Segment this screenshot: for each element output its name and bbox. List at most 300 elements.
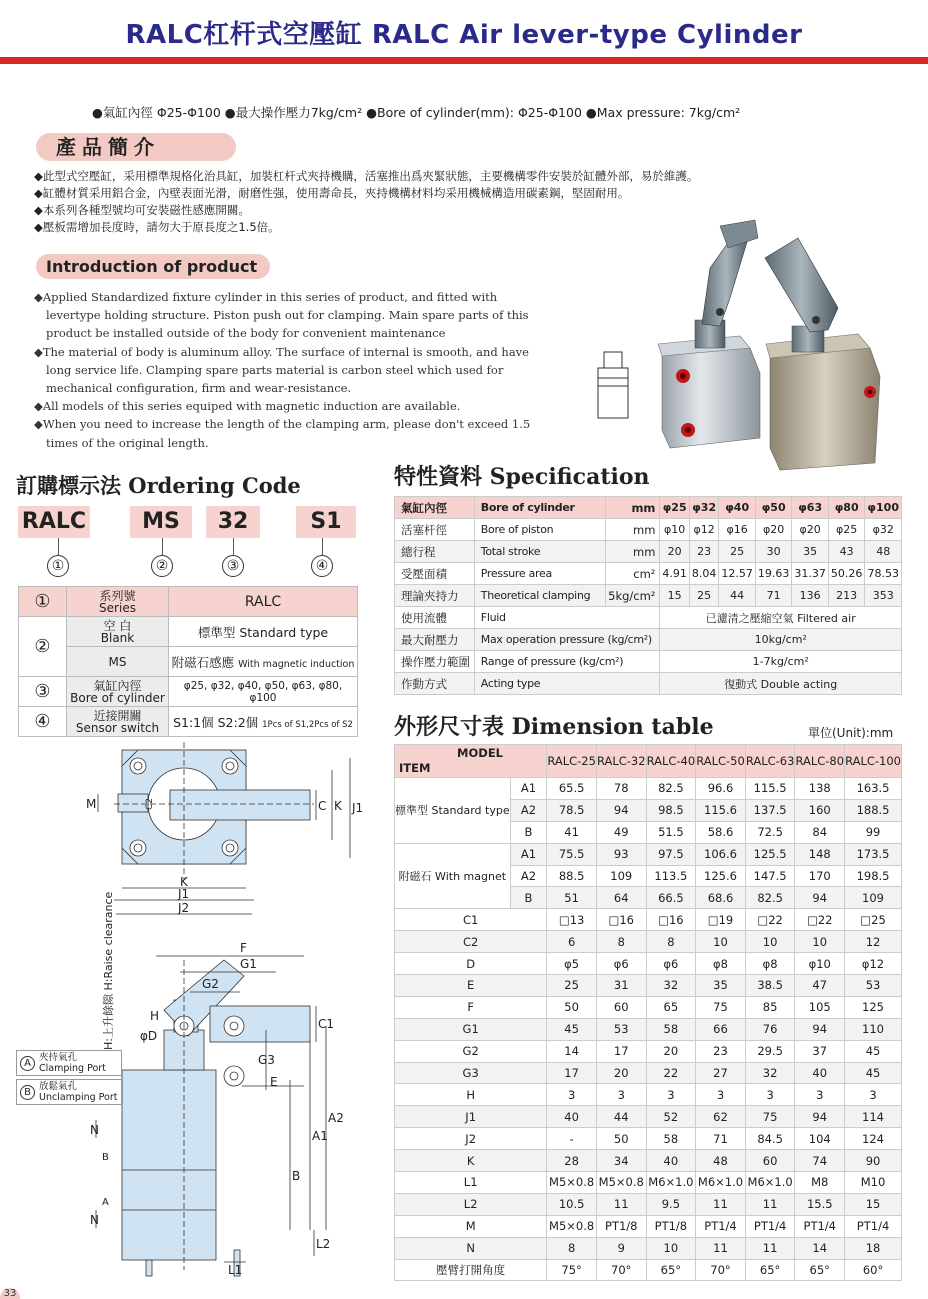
dimension-value: 94 [795,887,845,909]
dimension-value: φ12 [845,953,902,975]
dimension-value: 31 [596,975,646,997]
page-title: RALC杠杆式空壓缸 RALC Air lever-type Cylinder [125,20,803,50]
dimension-value: 3 [696,1084,746,1106]
ordering-row [19,707,358,737]
model-header: RALC-63 [745,745,795,778]
dimension-value: 93 [596,843,646,865]
ordering-row [19,647,358,677]
spec-value: 31.37 [792,563,829,585]
spec-unit: 5kg/cm² [606,585,660,607]
label-J1-side: J1 [352,801,364,815]
dimension-value: M6×1.0 [696,1172,746,1194]
dimension-item: 壓臂打開角度 [395,1259,547,1281]
dimension-item: M [395,1215,547,1237]
corner-cell [395,745,547,778]
dimension-value: 11 [596,1193,646,1215]
dimension-value: 44 [596,1106,646,1128]
dimension-value: M8 [795,1172,845,1194]
dimension-value: 8 [547,1237,597,1259]
dimension-value: 124 [845,1128,902,1150]
dimension-row [395,778,902,800]
dimension-row [395,1193,902,1215]
dimension-item: C2 [395,931,547,953]
dimension-value: - [547,1128,597,1150]
dimension-row [395,1106,902,1128]
dimension-row [395,1062,902,1084]
dimension-value: 137.5 [745,799,795,821]
dimension-value: 10 [795,931,845,953]
value-main: 附磁石感應 [171,654,235,670]
spec-value: 25 [719,541,756,563]
intro-en-bullet: ◆All models of this series equiped with magnetic induction are available. [34,399,461,414]
label-F: F [240,941,247,955]
spec-en: Bore of piston [474,519,605,541]
dimension-value: 85 [745,996,795,1018]
dimension-value: 65° [795,1259,845,1281]
dimension-value: 18 [845,1237,902,1259]
dimension-value: 90 [845,1150,902,1172]
dimension-value: 11 [696,1193,746,1215]
dimension-row [395,931,902,953]
spec-value: 25 [689,585,719,607]
dimension-row [395,909,902,931]
spec-row [395,673,902,695]
dimension-row [395,1172,902,1194]
dimension-value: 3 [845,1084,902,1106]
dimension-value: 65° [646,1259,696,1281]
dimension-row [395,975,902,997]
dimension-value: 88.5 [547,865,597,887]
spec-header-row [395,497,902,519]
port-A-mark: A [102,1197,109,1208]
label-G2: G2 [202,977,219,991]
spec-en: Bore of cylinder [474,497,605,519]
dimension-value: 82.5 [646,778,696,800]
spec-en: Acting type [474,673,660,695]
label-J1: J1 [178,887,190,901]
label-en: Series [99,600,136,615]
dimension-value: 40 [646,1150,696,1172]
spec-value: 19.63 [755,563,792,585]
dimension-value: 27 [696,1062,746,1084]
dimension-item: G1 [395,1018,547,1040]
dimension-value: 109 [596,865,646,887]
spec-value: φ100 [865,497,902,519]
label-cn: 近接開關 [93,708,142,723]
spec-value: φ80 [828,497,865,519]
legend-mark: A [20,1056,35,1071]
label-N-bottom: N [90,1213,99,1227]
dimension-value: 51 [547,887,597,909]
dimension-item: A1 [510,778,547,800]
label-C2: C2 [145,797,155,810]
label-A1: A1 [312,1129,328,1143]
dimension-value: M10 [845,1172,902,1194]
dimension-value: 58.6 [696,821,746,843]
ordering-row [19,587,358,617]
intro-en-heading: Introduction of product [36,254,270,279]
dimension-value: 11 [745,1193,795,1215]
dimension-row [395,953,902,975]
dimension-value: 40 [795,1062,845,1084]
dimension-item: F [395,996,547,1018]
model-header: RALC-100 [845,745,902,778]
page-number: 33 [0,1288,20,1299]
intro-cn-bullet: ◆此型式空壓缸，采用標準規格化治具缸，加裝杠杆式夾持機購，活塞推出爲夾緊狀態，主要機構零件安裝於缸體外部，易於維護。 [34,169,699,183]
dimension-value: 45 [845,1062,902,1084]
spec-value: φ12 [689,519,719,541]
spec-value: φ40 [719,497,756,519]
spec-value: 353 [865,585,902,607]
dimension-value: 99 [845,821,902,843]
dimension-item: G2 [395,1040,547,1062]
label-cn: 氣缸內徑 [93,678,142,693]
dimension-value: 198.5 [845,865,902,887]
spec-cn: 理論夾持力 [395,585,475,607]
dimension-header-row [395,745,902,778]
label-L2: L2 [316,1237,331,1251]
dimension-value: 74 [795,1150,845,1172]
intro-en-bullet: ◆The material of body is aluminum alloy. The surface of internal is smooth, and have long service life. Clamping spare parts material is carbon steel which used for mechanical configuration, firm and wear-resistance. [34,344,529,396]
dimension-value: 8 [596,931,646,953]
dimension-value: 66 [696,1018,746,1040]
corner-model: MODEL [457,746,503,760]
intro-en-bullet: ◆When you need to increase the length of the clamping arm, please don't exceed 1.5 times of the original length. [34,417,531,450]
dimension-value: M6×1.0 [646,1172,696,1194]
dimension-value: 148 [795,843,845,865]
dimension-value: 10 [745,931,795,953]
spec-cn: 總行程 [395,541,475,563]
dimension-value: 84 [795,821,845,843]
dimension-value: 68.6 [696,887,746,909]
intro-en-bullet: ◆Applied Standardized fixture cylinder in this series of product, and fitted with levertype holding structure. Piston push out for clamping. Main spare parts of this product be installed outside of the body for convenient maintenance [34,290,529,341]
title-divider [0,57,928,64]
dimension-table [394,744,902,1281]
code-index-4: ④ [311,555,333,577]
label-cn: 系列號 [99,588,136,603]
dimension-value: 72.5 [745,821,795,843]
dimension-value: 65.5 [547,778,597,800]
dimension-value: 96.6 [696,778,746,800]
label-L1: L1 [228,1263,243,1277]
dimension-value: 6 [547,931,597,953]
dimension-row [395,996,902,1018]
dimension-row [395,843,902,865]
ordering-table [18,586,358,737]
dimension-value: 94 [795,1106,845,1128]
dimension-value: 75° [547,1259,597,1281]
dimension-value: φ6 [646,953,696,975]
ordering-label [67,587,169,617]
dimension-value: 3 [596,1084,646,1106]
spec-row [395,651,902,673]
dimension-value: 14 [547,1040,597,1062]
label-J2: J2 [178,901,190,915]
spec-heading: 特性資料 Specification [394,464,650,490]
spec-value: 復動式 Double acting [660,673,902,695]
spec-cn: 活塞杆徑 [395,519,475,541]
spec-value: φ25 [660,497,690,519]
dimension-value: 84.5 [745,1128,795,1150]
dimension-row [395,1150,902,1172]
dimension-item: B [510,821,547,843]
dimension-row [395,1215,902,1237]
dimension-value: 170 [795,865,845,887]
dimension-value: 48 [696,1150,746,1172]
dimension-value: M5×0.8 [596,1172,646,1194]
spec-unit: mm [606,497,660,519]
model-header: RALC-50 [696,745,746,778]
dimension-value: 41 [547,821,597,843]
ordering-value [169,647,358,677]
dimension-value: 78 [596,778,646,800]
dimension-value: 125.5 [745,843,795,865]
dimension-value: M5×0.8 [547,1215,597,1237]
dimension-item: D [395,953,547,975]
label-C1: C1 [318,1017,335,1031]
code-bore: 32 [206,506,260,538]
dimension-value: □16 [596,909,646,931]
legend-mark: B [20,1085,35,1100]
spec-value: 35 [792,541,829,563]
dimension-value: 29.5 [745,1040,795,1062]
spec-en: Theoretical clamping [474,585,605,607]
spec-value: 136 [792,585,829,607]
dimension-value: 97.5 [646,843,696,865]
bore-summary: ●氣缸內徑 Φ25-Φ100 ●最大操作壓力7kg/cm² ●Bore of cylinder(mm): Φ25-Φ100 ●Max pressure: 7kg/cm² [92,105,741,120]
dimension-value: 106.6 [696,843,746,865]
ordering-row [19,677,358,707]
spec-value: 23 [689,541,719,563]
technical-drawing [14,740,384,1280]
spec-value: 30 [755,541,792,563]
spec-en: Pressure area [474,563,605,585]
spec-row [395,563,902,585]
dimension-value: 66.5 [646,887,696,909]
dimension-value: 58 [646,1128,696,1150]
dimension-value: 32 [646,975,696,997]
dimension-value: 47 [795,975,845,997]
ordering-num: ③ [19,677,67,707]
label-G3: G3 [258,1053,275,1067]
dimension-value: φ10 [795,953,845,975]
dimension-value: 98.5 [646,799,696,821]
code-leader [233,538,234,555]
ordering-heading: 訂購標示法 Ordering Code [16,473,301,498]
legend-clamping [16,1050,122,1076]
dimension-value: 60 [596,996,646,1018]
dimension-row [395,1128,902,1150]
dimension-value: 94 [795,1018,845,1040]
dimension-value: 94 [596,799,646,821]
dimension-value: 125.6 [696,865,746,887]
spec-value: 15 [660,585,690,607]
dimension-value: 70° [596,1259,646,1281]
model-header: RALC-40 [646,745,696,778]
dimension-value: 51.5 [646,821,696,843]
dimension-value: 15.5 [795,1193,845,1215]
dimension-value: PT1/4 [795,1215,845,1237]
dimension-value: 114 [845,1106,902,1128]
dimension-value: 50 [596,1128,646,1150]
dimension-value: □16 [646,909,696,931]
code-switch: S1 [296,506,356,538]
dimension-value: 8 [646,931,696,953]
dimension-value: 23 [696,1040,746,1062]
dimension-value: 113.5 [646,865,696,887]
dimension-value: 32 [745,1062,795,1084]
dimension-value: PT1/8 [646,1215,696,1237]
spec-row [395,607,902,629]
dimension-value: □19 [696,909,746,931]
dimension-value: 75 [696,996,746,1018]
spec-value: 50.26 [828,563,865,585]
ordering-value: RALC [169,587,358,617]
ordering-label: MS [67,647,169,677]
dimension-value: φ8 [745,953,795,975]
dimension-value: 70° [696,1259,746,1281]
dimension-value: 109 [845,887,902,909]
dimension-item: A1 [510,843,547,865]
label-D: φD [140,1029,158,1043]
spec-cn: 受壓面積 [395,563,475,585]
dimension-value: 45 [547,1018,597,1040]
spec-value: 48 [865,541,902,563]
dimension-value: 17 [547,1062,597,1084]
ordering-value: φ25, φ32, φ40, φ50, φ63, φ80, φ100 [169,677,358,707]
dimension-value: 71 [696,1128,746,1150]
dimension-item: J1 [395,1106,547,1128]
spec-value: 12.57 [719,563,756,585]
code-index-1: ① [47,555,69,577]
spec-value: φ32 [689,497,719,519]
dimension-item: C1 [395,909,547,931]
label-cn: 空 白 [103,618,132,633]
label-en: Bore of cylinder [70,690,165,705]
ordering-num: ① [19,587,67,617]
product-photo [570,208,915,473]
value-main: S1:1個 S2:2個 [173,714,259,730]
dimension-value: 64 [596,887,646,909]
label-N-top: N [90,1123,99,1137]
legend-en: Clamping Port [39,1063,106,1074]
dimension-value: 147.5 [745,865,795,887]
dimension-value: 75.5 [547,843,597,865]
dimension-item: E [395,975,547,997]
unit-label: 單位(Unit):mm [808,726,894,740]
dimension-item: K [395,1150,547,1172]
spec-en: Total stroke [474,541,605,563]
spec-en: Fluid [474,607,660,629]
spec-value: φ50 [755,497,792,519]
dimension-value: 62 [696,1106,746,1128]
dimension-value: 11 [696,1237,746,1259]
dimension-item: J2 [395,1128,547,1150]
dimension-value: 11 [745,1237,795,1259]
dimension-value: 49 [596,821,646,843]
label-E: E [270,1075,278,1089]
dimension-value: 9 [596,1237,646,1259]
label-B: B [292,1169,301,1183]
dimension-value: 163.5 [845,778,902,800]
label-K-side: K [334,799,342,813]
intro-cn-bullet: ◆壓板需增加長度時，請勿大于原長度之1.5倍。 [34,220,280,234]
spec-value: 已濾清之壓縮空氣 Filtered air [660,607,902,629]
spec-en: Range of pressure (kg/cm²) [474,651,660,673]
dimension-value: 160 [795,799,845,821]
spec-row [395,541,902,563]
legend-cn: 放鬆氣孔 [39,1081,78,1092]
label-M: M [86,797,97,811]
code-leader [322,538,323,555]
spec-table [394,496,902,695]
dimension-item: G3 [395,1062,547,1084]
code-magnet: MS [130,506,192,538]
spec-value: φ63 [792,497,829,519]
dimension-value: 35 [696,975,746,997]
dimension-item: L2 [395,1193,547,1215]
spec-row [395,585,902,607]
group-label: 附磁石 With magnet [395,843,511,909]
dimension-value: PT1/4 [845,1215,902,1237]
spec-value: 4.91 [660,563,690,585]
spec-value: 78.53 [865,563,902,585]
dimension-value: PT1/4 [745,1215,795,1237]
dimension-value: 76 [745,1018,795,1040]
dimension-item: L1 [395,1172,547,1194]
dimension-value: □25 [845,909,902,931]
spec-value: 8.04 [689,563,719,585]
dimension-value: 53 [596,1018,646,1040]
model-header: RALC-80 [795,745,845,778]
dimension-item: B [510,887,547,909]
dimension-row [395,1237,902,1259]
spec-value: φ10 [660,519,690,541]
dimension-value: 78.5 [547,799,597,821]
spec-value: φ16 [719,519,756,541]
dimension-row [395,1084,902,1106]
dimension-value: φ8 [696,953,746,975]
spec-row [395,519,902,541]
dimension-row [395,1040,902,1062]
dimension-heading: 外形尺寸表 Dimension table [394,714,714,740]
dimension-value: 10.5 [547,1193,597,1215]
dimension-value: 65° [745,1259,795,1281]
dimension-value: 82.5 [745,887,795,909]
code-index-2: ② [151,555,173,577]
spec-value: 43 [828,541,865,563]
dimension-value: 9.5 [646,1193,696,1215]
dimension-value: M5×0.8 [547,1172,597,1194]
value-small: 1Pcs of S1,2Pcs of S2 [262,719,353,730]
code-leader [58,538,59,555]
dimension-value: 14 [795,1237,845,1259]
dimension-value: φ5 [547,953,597,975]
spec-unit: mm [606,519,660,541]
spec-value: φ25 [828,519,865,541]
dimension-value: 28 [547,1150,597,1172]
label-K: K [180,875,188,889]
dimension-value: φ6 [596,953,646,975]
label-en: Sensor switch [75,720,160,735]
dimension-value: 12 [845,931,902,953]
dimension-value: 65 [646,996,696,1018]
port-B-mark: B [102,1152,109,1163]
dimension-value: 53 [845,975,902,997]
dimension-value: 188.5 [845,799,902,821]
dimension-value: 3 [795,1084,845,1106]
legend-en: Unclamping Port [39,1092,118,1103]
